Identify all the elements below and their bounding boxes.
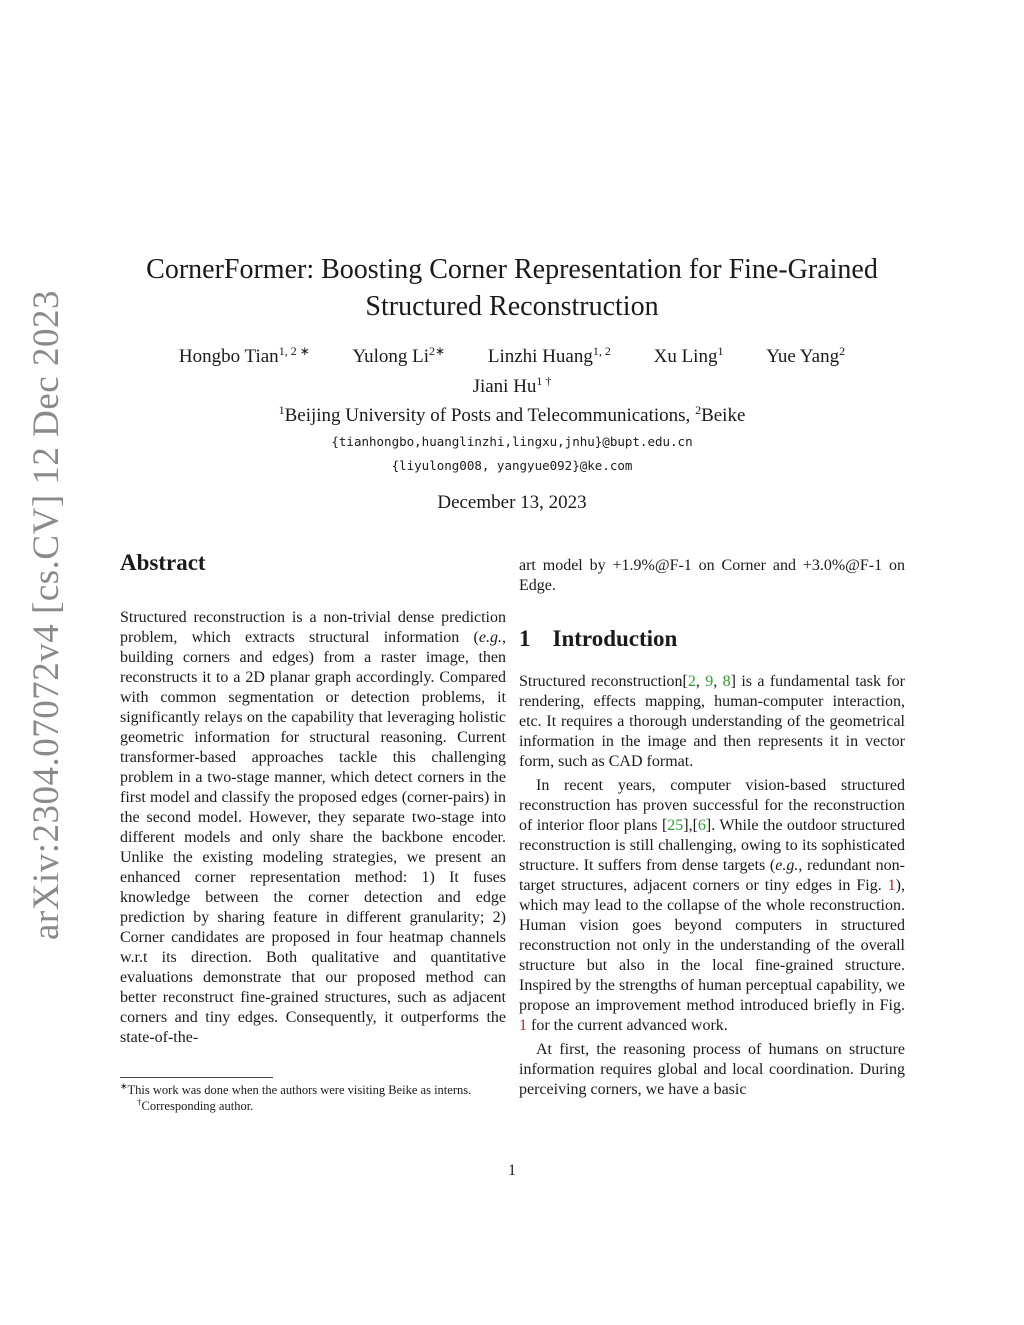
email-line-2: {liyulong008, yangyue092}@ke.com <box>391 458 633 473</box>
title-line-2: Structured Reconstruction <box>365 291 659 322</box>
footnote-divider <box>120 1077 273 1078</box>
citation-link[interactable]: 8 <box>722 673 731 690</box>
footnote-1: ∗This work was done when the authors were visiting Beike as interns. <box>120 1081 472 1097</box>
figure-reference-link[interactable]: 1 <box>887 877 896 894</box>
right-column <box>519 556 905 1100</box>
author: Yulong $Li^{2∗}$ <box>352 344 446 367</box>
intro-paragraph-1: Structured reconstruction[2, 9, 8] is a fundamental task for rendering, effects mapping, human-computer interaction, etc. It requires a thorough understanding of the geometrical information in the image and then represents it in vector form, such as CAD format. <box>519 673 905 770</box>
citation-link[interactable]: 2 <box>687 673 696 690</box>
author: Xu Ling$^1$ <box>653 344 724 367</box>
left-column <box>120 548 506 1048</box>
abstract-body: Structured reconstruction is a non-trivial dense prediction problem, which extracts structural information (e.g., building corners and edges) from a raster image, then reconstructs it to a 2D planar graph accordingly. Compared with common segmentation or detection problems, it significantly relays on the capability that leveraging holistic geometric information for structural reasoning. Current transformer-based approaches tackle this challenging problem in a two-stage manner, which detect corners in the first model and classify the proposed edges (corner-pairs) in the second model. However, they separate two-stage into different models and only share the backbone encoder. Unlike the existing modeling strategies, we present an enhanced corner representation method: 1) It fuses knowledge between the corner detection and edge prediction by sharing feature in different granularity; 2) Corner candidates are proposed in four heatmap channels w.r.t its direction. Both qualitative and quantitative evaluations demonstrate that our proposed method can better reconstruct fine-grained structures, such as adjacent corners and tiny edges. Consequently, it outperforms the state-of-the- <box>120 609 506 1046</box>
email-line-1: {tianhongbo,huanglinzhi,lingxu,jnhu}@bupt.edu.cn <box>331 434 693 449</box>
paper-title <box>100 251 924 325</box>
arxiv-identifier: arXiv:2304.07072v4 [cs.CV] 12 Dec 2023 <box>26 290 67 940</box>
abstract-continuation: art model by +1.9%@F-1 on Corner and +3.0%@F-1 on Edge. <box>519 557 905 594</box>
figure-reference-link[interactable]: 1 <box>519 1017 527 1034</box>
author: Hongbo Tian$^{1, 2 ∗}$ <box>178 344 310 367</box>
author: Jiani $Hu^{1 \dagger}$ <box>472 374 552 397</box>
footnote-2: †Corresponding author. <box>137 1097 254 1113</box>
affiliations: $^1$Beijing University of Posts and Telecommunications, $^2$Beike <box>278 403 746 426</box>
footnotes <box>120 1082 506 1114</box>
author-list <box>120 344 904 400</box>
citation-link[interactable]: 25 <box>667 817 684 834</box>
abstract-heading: Abstract <box>120 550 206 575</box>
intro-paragraph-3: At first, the reasoning process of humans on structure information requires global and local coordination. During perceiving corners, we have a basic <box>519 1041 905 1098</box>
citation-link[interactable]: 9 <box>705 673 714 690</box>
author: Yue Yang$^2$ <box>766 344 846 367</box>
title-line-1: CornerFormer: Boosting Corner Representation for Fine-Grained <box>146 254 878 285</box>
intro-paragraph-2: In recent years, computer vision-based structured reconstruction has proven successful for the reconstruction of interior floor plans [25],[6]. While the outdoor structured reconstruction is still challenging, owing to its sophisticated structure. It suffers from dense targets (e.g., redundant non-target structures, adjacent corners or tiny edges in Fig. 1), which may lead to the collapse of the whole reconstruction. Human vision goes beyond computers in structured reconstruction not only in the understanding of the overall structure but also in the local fine-grained structure. Inspired by the strengths of human perceptual capability, we propose an improvement method introduced briefly in Fig. 1 for the current advanced work. <box>519 777 906 1034</box>
publication-date: December 13, 2023 <box>437 492 587 513</box>
introduction-heading: 1 Introduction <box>519 626 678 651</box>
page-number: 1 <box>508 1162 516 1179</box>
citation-link[interactable]: 6 <box>697 817 706 834</box>
author: Linzhi Huang$^{1, 2}$ <box>487 344 611 367</box>
